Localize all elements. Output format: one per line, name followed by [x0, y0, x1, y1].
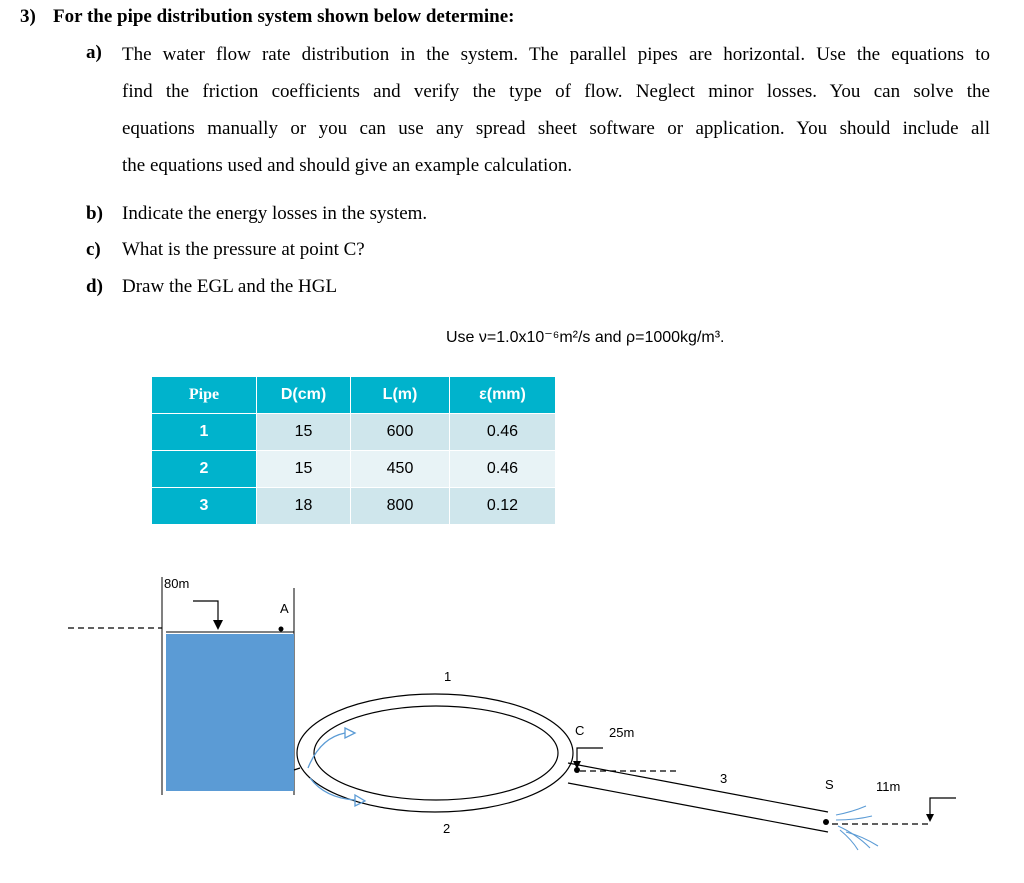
reservoir-water	[166, 634, 294, 791]
part-c-label: c)	[86, 239, 101, 260]
point-s-dot	[823, 819, 829, 825]
question-title: For the pipe distribution system shown below determine:	[53, 6, 515, 27]
diameter-cell: 18	[257, 488, 351, 525]
part-a-line-1: The water flow rate distribution in the system. The parallel pipes are horizontal. Use the equations to	[122, 44, 990, 65]
part-a-line-4: the equations used and should give an example calculation.	[122, 155, 573, 176]
diameter-cell: 15	[257, 414, 351, 451]
part-a-line-2: find the friction coefficients and verify the type of flow. Neglect minor losses. You can solve the	[122, 81, 990, 102]
flow-arrow-lower-icon	[310, 778, 355, 800]
elevation-s-label: 11m	[876, 779, 901, 794]
flow-arrowhead-lower-icon	[355, 795, 365, 806]
pipe-cell: 2	[152, 451, 257, 488]
length-cell: 800	[351, 488, 450, 525]
reservoir-elevation-label: 80m	[164, 576, 190, 591]
inlet-pipe	[294, 768, 300, 770]
elevation-c-label: 25m	[609, 725, 635, 740]
question-number: 3)	[20, 6, 36, 27]
header-diameter: D(cm)	[257, 377, 351, 414]
elevation-arrowhead-icon	[213, 620, 223, 630]
part-b-label: b)	[86, 203, 103, 224]
fluid-properties-note: Use ν=1.0x10⁻⁶m²/s and ρ=1000kg/m³.	[446, 329, 725, 346]
roughness-cell: 0.46	[450, 414, 556, 451]
part-d-text: Draw the EGL and the HGL	[122, 276, 338, 297]
header-pipe: Pipe	[152, 377, 257, 414]
roughness-cell: 0.46	[450, 451, 556, 488]
length-cell: 450	[351, 451, 450, 488]
part-a-line-3: equations manually or you can use any spread sheet software or application. You should include all	[122, 118, 990, 139]
pipe-loop-inner	[314, 706, 558, 800]
pipe-3-lower-wall	[568, 783, 828, 832]
point-c-label: C	[575, 723, 585, 738]
point-a-dot	[279, 627, 284, 632]
roughness-cell: 0.12	[450, 488, 556, 525]
c-elevation-arrow-icon	[577, 748, 603, 763]
part-c-text: What is the pressure at point C?	[122, 239, 365, 260]
pipe-3-label: 3	[720, 771, 728, 786]
water-jet-icon	[836, 806, 878, 850]
part-a-label: a)	[86, 42, 102, 63]
s-elevation-arrow-icon	[930, 798, 956, 816]
point-s-label: S	[825, 777, 834, 792]
pipe-cell: 3	[152, 488, 257, 525]
diameter-cell: 15	[257, 451, 351, 488]
length-cell: 600	[351, 414, 450, 451]
flow-arrowhead-upper-icon	[345, 728, 355, 738]
header-roughness: ε(mm)	[450, 377, 556, 414]
pipe-cell: 1	[152, 414, 257, 451]
pipe-loop-outer	[297, 694, 573, 812]
flow-arrow-upper-icon	[308, 733, 345, 768]
point-a-label: A	[280, 601, 289, 616]
pipe-1-label: 1	[444, 669, 452, 684]
s-elevation-arrowhead-icon	[926, 814, 934, 822]
pipe-2-label: 2	[443, 821, 451, 836]
pipe-3-upper-wall	[568, 763, 828, 812]
part-b-text: Indicate the energy losses in the system.	[122, 203, 428, 224]
header-length: L(m)	[351, 377, 450, 414]
part-d-label: d)	[86, 276, 103, 297]
